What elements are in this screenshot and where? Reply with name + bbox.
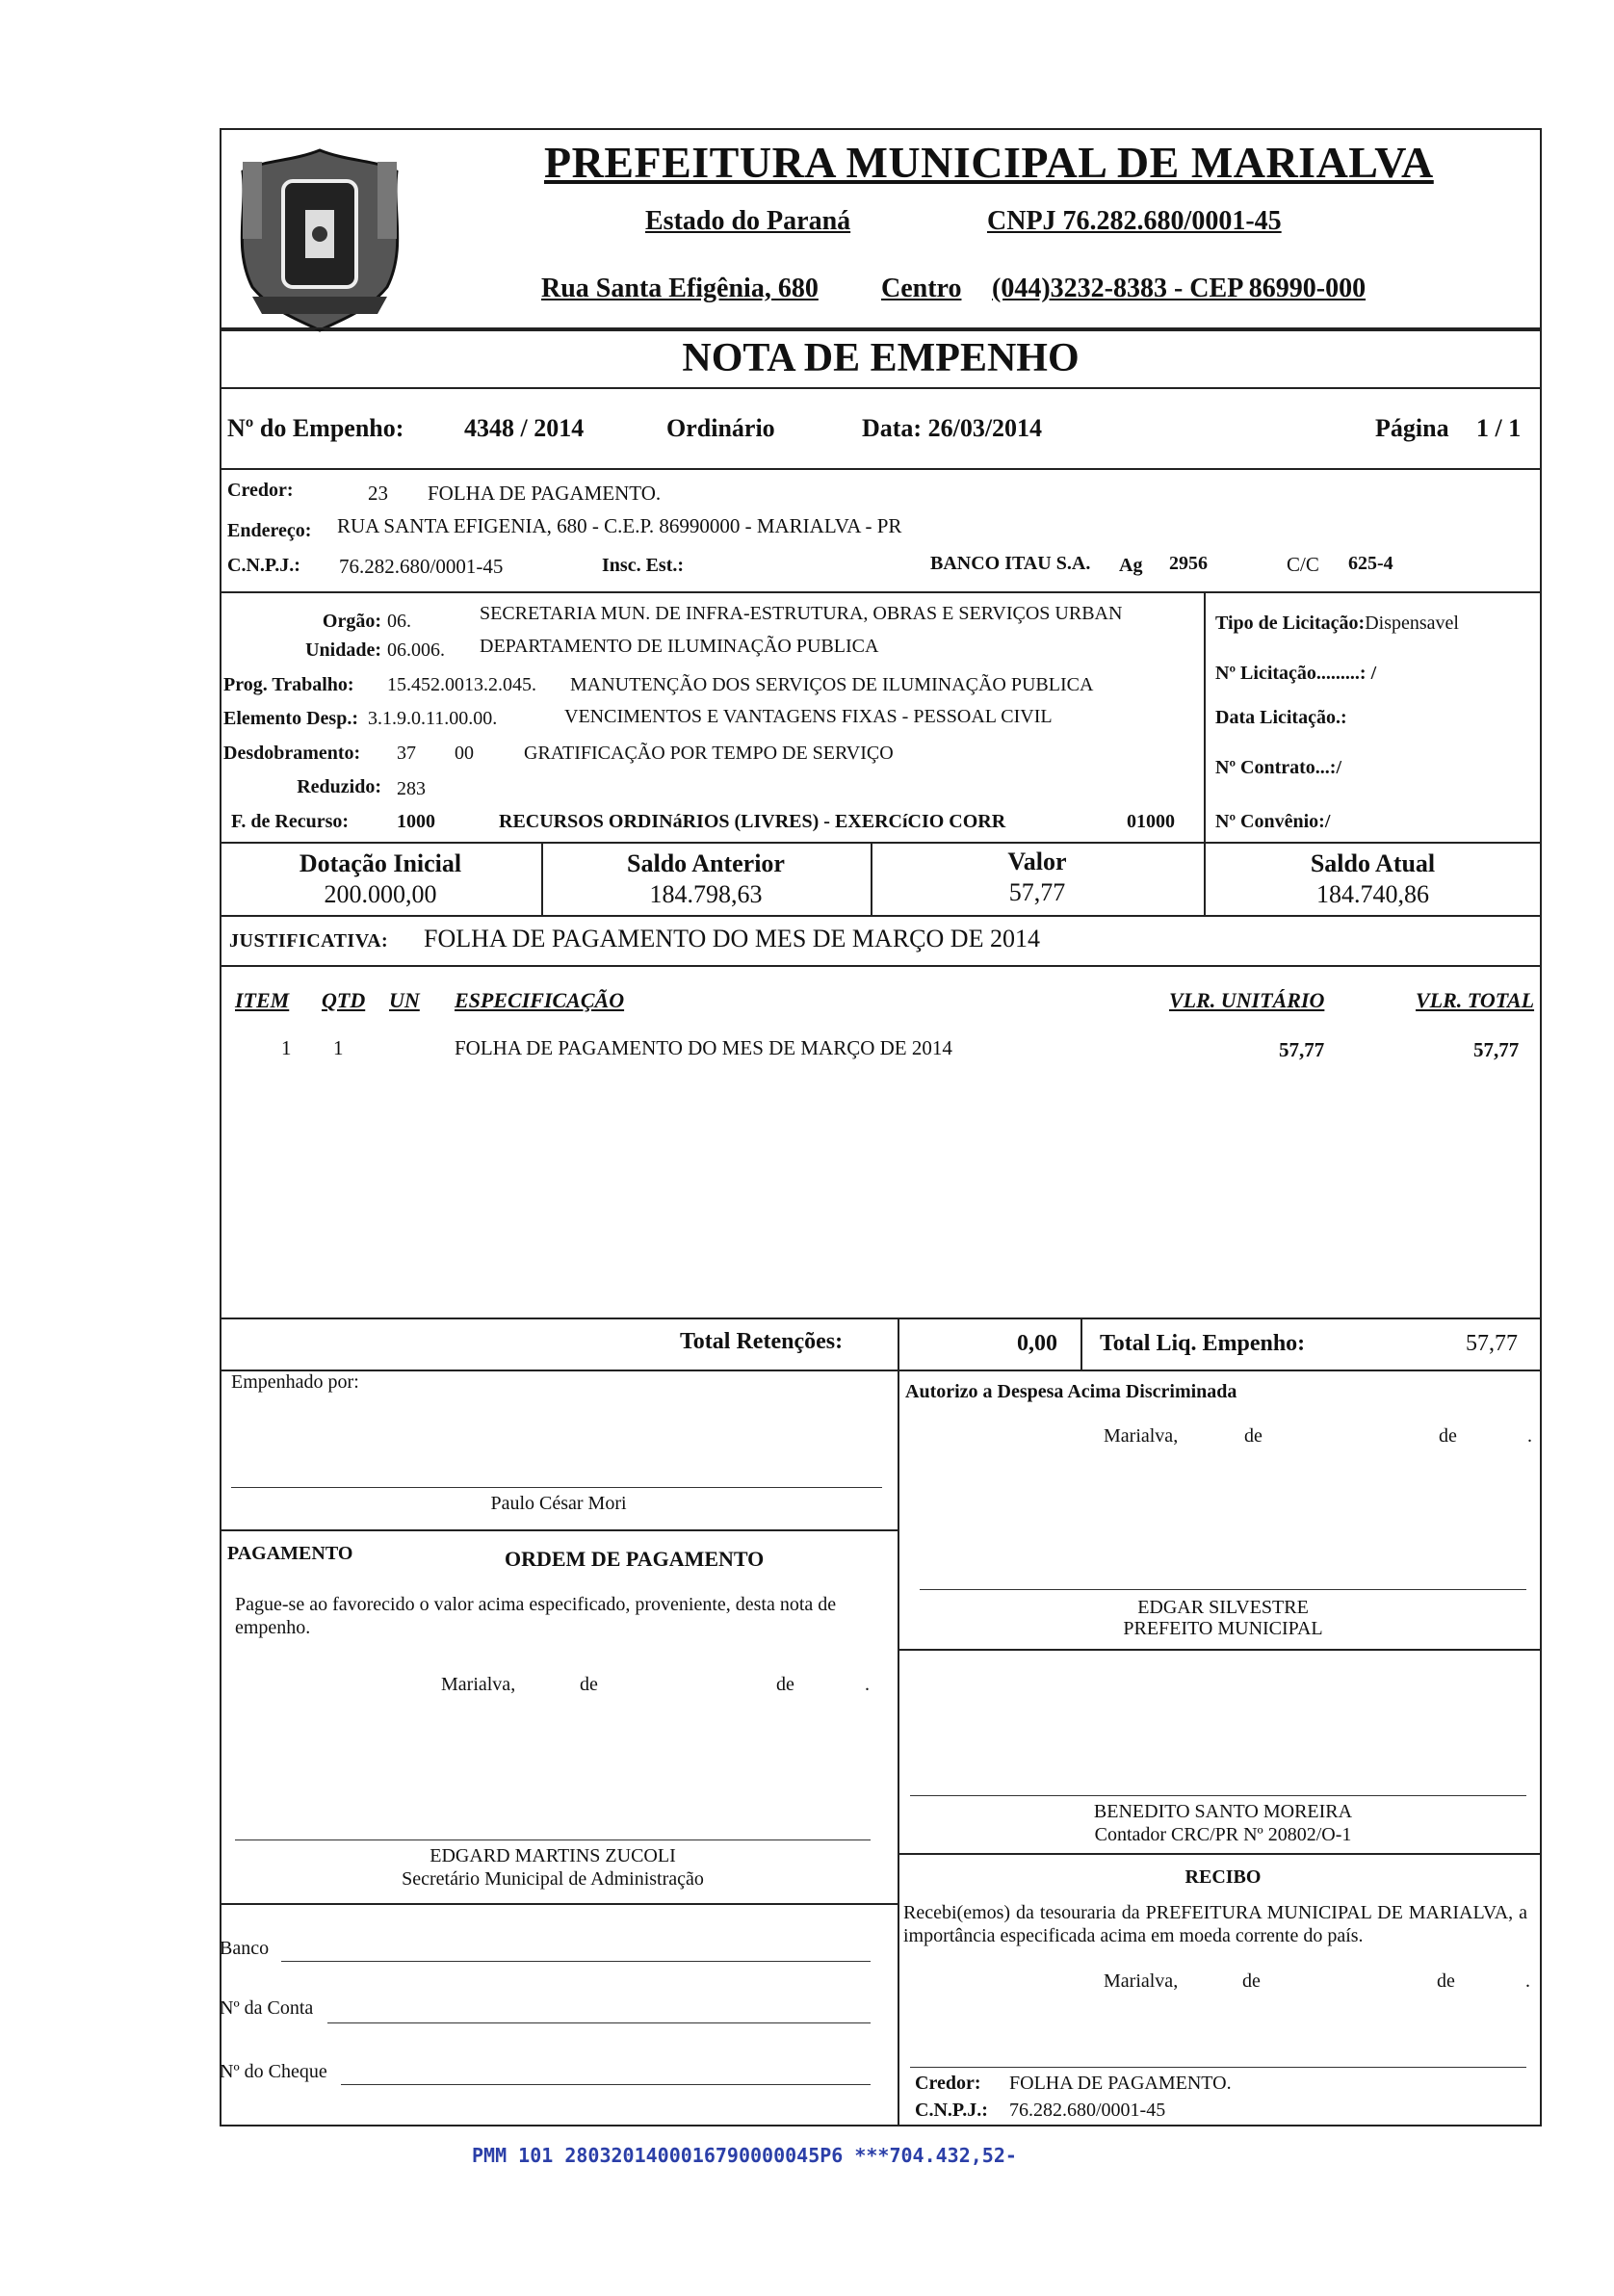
banco-field <box>281 1961 871 1962</box>
empenho-date: Data: 26/03/2014 <box>862 414 1043 442</box>
empenhado-por-label: Empenhado por: <box>231 1371 359 1393</box>
pagamento-dot: . <box>865 1674 870 1695</box>
autorizo-de1: de <box>1244 1425 1263 1447</box>
elemento-desc: VENCIMENTOS E VANTAGENS FIXAS - PESSOAL CIVIL <box>564 706 1053 727</box>
row-vlr-total: 57,77 <box>1473 1038 1520 1061</box>
recibo-signature-line <box>910 2067 1526 2068</box>
page-title: PREFEITURA MUNICIPAL DE MARIALVA <box>544 138 1434 187</box>
empenhado-signer: Paulo César Mori <box>490 1493 627 1514</box>
recibo-text: Recebi(emos) da tesouraria da PREFEITURA MUNICIPAL DE MARIALVA, a importância especificada acima em moeda corrente do país. <box>903 1902 1527 1946</box>
prefeito-role: PREFEITO MUNICIPAL <box>1123 1618 1323 1639</box>
state-label: Estado do Paraná <box>645 206 851 236</box>
recibo-de1: de <box>1242 1970 1261 1992</box>
tipo-licitacao-value: Dispensavel <box>1365 613 1459 634</box>
credor-cnpj: 76.282.680/0001-45 <box>339 555 504 578</box>
valor-value: 57,77 <box>1008 878 1066 906</box>
lower-bottom <box>220 2125 1542 2126</box>
prefeito-name: EDGAR SILVESTRE <box>1137 1597 1309 1618</box>
prog-trabalho-label: Prog. Trabalho: <box>223 674 354 695</box>
fonte-recurso-code2: 01000 <box>1127 811 1175 832</box>
empenho-number: 4348 / 2014 <box>464 414 585 442</box>
account-value: 625-4 <box>1348 553 1393 574</box>
page-number: 1 / 1 <box>1476 414 1522 442</box>
col-qtd: QTD <box>322 988 366 1012</box>
centro-label: Centro <box>881 274 962 303</box>
unidade-desc: DEPARTAMENTO DE ILUMINAÇÃO PUBLICA <box>480 636 879 657</box>
unidade-label: Unidade: <box>305 639 381 661</box>
row-vlr-unitario: 57,77 <box>1279 1038 1325 1061</box>
pagamento-city: Marialva, <box>441 1674 516 1695</box>
tipo-licitacao <box>1215 613 1459 635</box>
num-licitacao: Nº Licitação.........: / <box>1215 663 1377 684</box>
col-vlr-total: VLR. TOTAL <box>1416 988 1535 1012</box>
saldo-atual-label: Saldo Atual <box>1310 849 1436 877</box>
recibo-de2: de <box>1437 1970 1455 1992</box>
account-label: C/C <box>1287 553 1319 576</box>
autorizo-city: Marialva, <box>1104 1425 1179 1447</box>
total-liq-empenho-value: 57,77 <box>1466 1331 1518 1356</box>
justificativa-text: FOLHA DE PAGAMENTO DO MES DE MARÇO DE 2014 <box>424 925 1040 952</box>
num-contrato: Nº Contrato...:/ <box>1215 757 1342 778</box>
orgao-desc: SECRETARIA MUN. DE INFRA-ESTRUTURA, OBRAS E SERVIÇOS URBAN <box>480 603 1123 624</box>
payment-stamp: PMM 101 2803201400016790000045P6 ***704.432,52- <box>472 2144 1017 2167</box>
col-vlr-unitario: VLR. UNITÁRIO <box>1169 988 1325 1012</box>
empenhado-signature-line <box>231 1487 882 1488</box>
contador-signature-line <box>910 1795 1526 1796</box>
coat-of-arms-icon <box>223 143 416 335</box>
credor-label: Credor: <box>227 480 294 501</box>
banco-top <box>220 1903 898 1905</box>
endereco-value: RUA SANTA EFIGENIA, 680 - C.E.P. 86990000 - MARIALVA - PR <box>337 514 902 537</box>
reduzido-label: Reduzido: <box>297 776 381 797</box>
elemento-label: Elemento Desp.: <box>223 708 358 729</box>
col-especificacao: ESPECIFICAÇÃO <box>455 988 625 1012</box>
retencoes-box <box>220 1318 1542 1371</box>
recibo-title: RECIBO <box>1184 1866 1262 1888</box>
contador-bottom <box>898 1853 1542 1855</box>
unidade-code: 06.006. <box>387 639 445 661</box>
recibo-credor: FOLHA DE PAGAMENTO. <box>1009 2073 1232 2094</box>
agency-label: Ag <box>1119 555 1143 576</box>
prog-trabalho-code: 15.452.0013.2.045. <box>387 674 536 695</box>
empenhado-bottom <box>220 1529 898 1531</box>
pagamento-de2: de <box>776 1674 794 1695</box>
total-liq-empenho-label: Total Liq. Empenho: <box>1100 1331 1306 1356</box>
contador-role: Contador CRC/PR Nº 20802/O-1 <box>1094 1824 1352 1845</box>
saldo-anterior-value: 184.798,63 <box>649 880 763 908</box>
cnpj-label: CNPJ 76.282.680/0001-45 <box>987 206 1282 236</box>
credor-cnpj-label: C.N.P.J.: <box>227 555 300 576</box>
insc-est-label: Insc. Est.: <box>602 555 685 576</box>
col-item: ITEM <box>235 988 290 1012</box>
address-label: Rua Santa Efigênia, 680 <box>541 274 819 303</box>
desdobramento-code2: 00 <box>455 743 474 764</box>
recibo-cnpj-label: C.N.P.J.: <box>915 2100 988 2121</box>
recibo-credor-label: Credor: <box>915 2073 981 2094</box>
row-qtd: 1 <box>333 1036 344 1059</box>
empenho-type: Ordinário <box>666 414 775 442</box>
valor-label: Valor <box>1007 848 1067 875</box>
autorizo-de2: de <box>1439 1425 1457 1447</box>
pagamento-de1: de <box>580 1674 598 1695</box>
autorizo-bottom <box>898 1649 1542 1651</box>
total-retencoes-value: 0,00 <box>1017 1331 1057 1356</box>
bank-name: BANCO ITAU S.A. <box>930 553 1091 574</box>
conta-field <box>327 2022 871 2023</box>
prog-trabalho-desc: MANUTENÇÃO DOS SERVIÇOS DE ILUMINAÇÃO PUBLICA <box>570 674 1094 695</box>
col-un: UN <box>389 988 420 1012</box>
secretario-signature-line <box>235 1839 871 1840</box>
doc-title: NOTA DE EMPENHO <box>682 336 1080 380</box>
recibo-dot: . <box>1525 1970 1530 1992</box>
fonte-recurso-desc: RECURSOS ORDINáRIOS (LIVRES) - EXERCíCIO CORR <box>499 811 1006 832</box>
recibo-city: Marialva, <box>1104 1970 1179 1992</box>
empenho-number-label: Nº do Empenho: <box>227 414 404 442</box>
autorizo-signature-line <box>920 1589 1526 1590</box>
banco-label: Banco <box>220 1938 270 1959</box>
secretario-name: EDGARD MARTINS ZUCOLI <box>430 1845 676 1866</box>
data-licitacao: Data Licitação.: <box>1215 707 1347 728</box>
ordem-pagamento-label: ORDEM DE PAGAMENTO <box>505 1547 765 1571</box>
tipo-licitacao-label: Tipo de Licitação: <box>1215 613 1366 634</box>
conta-label: Nº da Conta <box>220 1997 314 2019</box>
retencoes-divider-1 <box>898 1318 899 1371</box>
phone-cep-label: (044)3232-8383 - CEP 86990-000 <box>992 274 1367 303</box>
credor-code: 23 <box>368 482 388 505</box>
reduzido-value: 283 <box>397 778 426 799</box>
saldo-atual-value: 184.740,86 <box>1316 880 1429 908</box>
agency-value: 2956 <box>1169 553 1208 574</box>
secretario-role: Secretário Municipal de Administração <box>402 1868 704 1890</box>
autorizo-label: Autorizo a Despesa Acima Discriminada <box>905 1381 1237 1402</box>
lower-divider <box>898 1370 899 2126</box>
items-table <box>220 965 1542 1319</box>
num-convenio: Nº Convênio:/ <box>1215 811 1331 832</box>
contador-name: BENEDITO SANTO MOREIRA <box>1093 1801 1353 1822</box>
cheque-label: Nº do Cheque <box>220 2061 327 2082</box>
page-label: Página <box>1375 414 1449 442</box>
desdobramento-code: 37 <box>397 743 416 764</box>
autorizo-dot: . <box>1527 1425 1532 1447</box>
dotacao-inicial-value: 200.000,00 <box>324 880 437 908</box>
fonte-recurso-label: F. de Recurso: <box>231 811 350 832</box>
orgao-label: Orgão: <box>322 611 381 632</box>
pagamento-label: PAGAMENTO <box>227 1543 353 1564</box>
credor-name: FOLHA DE PAGAMENTO. <box>428 482 662 505</box>
budget-divider <box>1204 591 1206 844</box>
total-retencoes-label: Total Retenções: <box>680 1329 844 1354</box>
row-item: 1 <box>281 1036 292 1059</box>
justificativa-label: JUSTIFICATIVA: <box>229 930 389 952</box>
row-especificacao: FOLHA DE PAGAMENTO DO MES DE MARÇO DE 2014 <box>455 1036 952 1059</box>
lower-border-right <box>1540 1370 1542 2126</box>
endereco-label: Endereço: <box>227 520 312 541</box>
desdobramento-desc: GRATIFICAÇÃO POR TEMPO DE SERVIÇO <box>524 743 894 764</box>
elemento-code: 3.1.9.0.11.00.00. <box>368 708 498 729</box>
fonte-recurso-code: 1000 <box>397 811 435 832</box>
saldo-anterior-label: Saldo Anterior <box>627 849 785 877</box>
retencoes-divider-2 <box>1080 1318 1082 1371</box>
orgao-code: 06. <box>387 611 411 632</box>
cheque-field <box>341 2084 871 2085</box>
desdobramento-label: Desdobramento: <box>223 743 361 764</box>
recibo-cnpj: 76.282.680/0001-45 <box>1009 2100 1166 2121</box>
dotacao-inicial-label: Dotação Inicial <box>299 849 462 877</box>
pagamento-text: Pague-se ao favorecido o valor acima especificado, proveniente, desta nota de empenho. <box>235 1594 837 1638</box>
